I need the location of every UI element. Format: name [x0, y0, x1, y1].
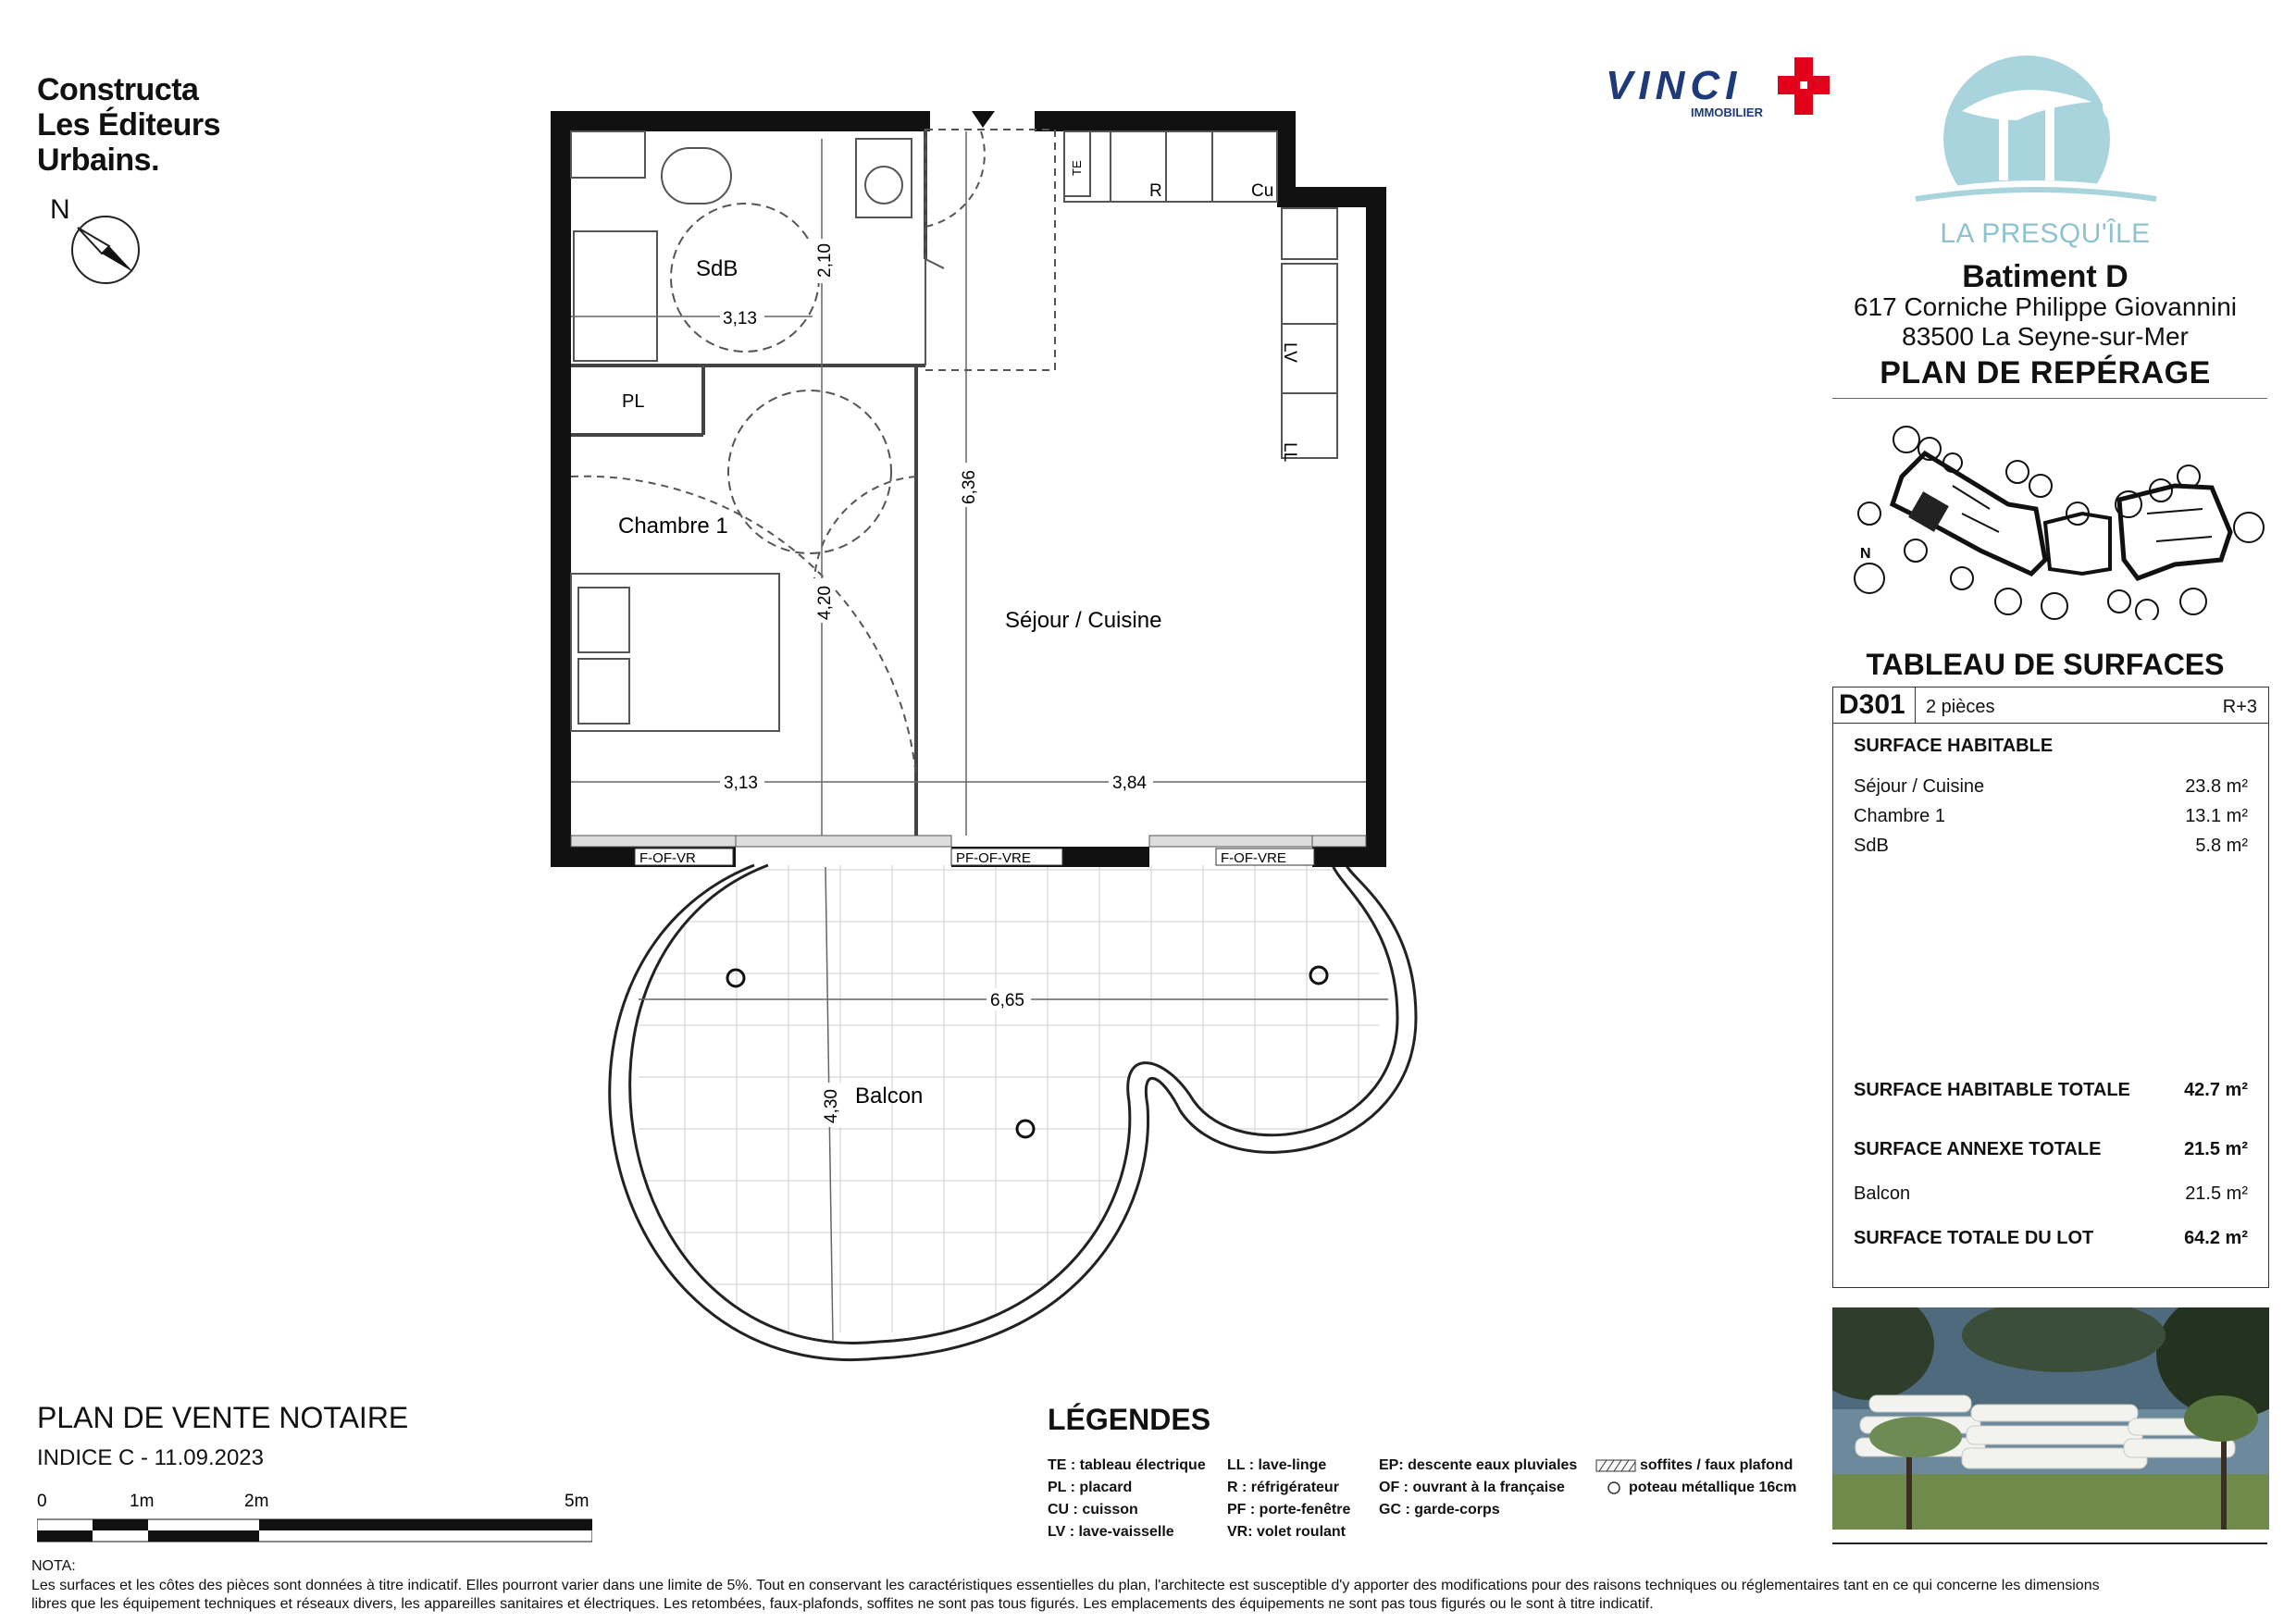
room-label-pl: PL	[622, 391, 645, 412]
svg-text:5m: 5m	[565, 1492, 590, 1511]
dim-balcon-width: 6,65	[990, 991, 1024, 1010]
plan-type-title: PLAN DE VENTE NOTAIRE	[37, 1401, 409, 1434]
svg-text:1m: 1m	[130, 1492, 155, 1511]
surface-table	[1832, 687, 2269, 1288]
habitable-total-row: SURFACE HABITABLE TOTALE 42.7 m²	[1854, 1080, 2248, 1100]
dim-sdb-height: 2,10	[815, 243, 835, 278]
table-row: SdB 5.8 m²	[1854, 836, 2248, 856]
legend-title: LÉGENDES	[1048, 1403, 1211, 1436]
interior-walls	[571, 130, 925, 836]
fixture-lv: LV	[1280, 342, 1299, 363]
room-label-balcon: Balcon	[855, 1084, 924, 1109]
nota-text: Les surfaces et les côtes des pièces sont données à titre indicatif. Elles pourront varier dans une limite de 5%. Tout en conservant les caractéristiques essentielles du plan, l'architecte est susceptible d'y apporter des modifications pour des raisons techniques ou réglementaires tant en ce qui concerne les dimensions libres que les équipement techniques et réseaux divers, les appareilles sanitaires et électriques. Les retombées, faux-plafonds, soffites ne sont pas tous figurés. Les emplacements des équipements ne sont pas tous figurés ou le sont à titre indicatif.	[31, 1578, 2100, 1612]
building-name: Batiment D	[1962, 259, 2128, 294]
lot-header	[1833, 688, 2268, 724]
svg-text:2m: 2m	[244, 1492, 269, 1511]
legend-item: poteau métallique 16cm	[1595, 1477, 1796, 1499]
surface-table-title: TABLEAU DE SURFACES	[1866, 648, 2225, 681]
project-name: LA PRESQU'ÎLE	[1940, 218, 2151, 249]
legend-column: TE : tableau électrique PL : placard CU : cuisson LV : lave-vaisselle	[1048, 1457, 1206, 1540]
lot-type: 2 pièces	[1926, 697, 1995, 717]
window-label-2: PF-OF-VRE	[956, 850, 1031, 866]
fixture-ll: LL	[1280, 442, 1299, 463]
lot-id: D301	[1839, 689, 1905, 720]
legend-column: LL : lave-linge R : réfrigérateur PF : porte-fenêtre VR: volet roulant	[1227, 1457, 1351, 1540]
dim-balcon-height: 4,30	[822, 1089, 841, 1123]
lot-total-row: SURFACE TOTALE DU LOT 64.2 m²	[1854, 1228, 2248, 1248]
dim-sejour-width: 3,84	[1112, 774, 1147, 793]
address: 617 Corniche Philippe Giovannini 83500 La Seyne-sur-Mer	[1853, 292, 2238, 351]
nota-title: NOTA:	[31, 1558, 76, 1574]
building-rendering-image	[1832, 1307, 2269, 1530]
scale-bar	[37, 1488, 592, 1543]
vinci-cross-icon	[1778, 57, 1830, 115]
dim-sejour-height: 6,36	[960, 470, 979, 504]
divider	[1832, 398, 2267, 399]
fixture-r: R	[1149, 181, 1162, 201]
pole-circle-icon	[1607, 1481, 1621, 1495]
window-label-3: F-OF-VRE	[1221, 850, 1286, 866]
key-plan	[1842, 421, 2267, 620]
fixture-te: TE	[1070, 160, 1084, 176]
vinci-logo: VINCI IMMOBILIER	[1606, 63, 1742, 109]
room-label-sejour: Séjour / Cuisine	[1005, 608, 1162, 633]
table-row: Chambre 1 13.1 m²	[1854, 806, 2248, 826]
presquile-logo	[1906, 56, 2166, 222]
plan-revision: INDICE C - 11.09.2023	[37, 1445, 265, 1470]
legend-column: EP: descente eaux pluviales OF : ouvrant à la française GC : garde-corps	[1379, 1457, 1578, 1518]
table-row: Balcon 21.5 m²	[1854, 1183, 2248, 1204]
legend-item: soffites / faux plafond	[1595, 1455, 1796, 1477]
annexe-total-row: SURFACE ANNEXE TOTALE 21.5 m²	[1854, 1139, 2248, 1159]
entrance-arrow-icon	[972, 111, 995, 128]
dim-chambre-width: 3,13	[724, 774, 758, 793]
lot-level: R+3	[2222, 697, 2257, 717]
legend-column	[1595, 1455, 1796, 1499]
room-label-sdb: SdB	[696, 256, 738, 281]
constructa-logo: Constructa Les Éditeurs Urbains.	[37, 72, 221, 178]
svg-text:0: 0	[37, 1492, 47, 1511]
table-row: Séjour / Cuisine 23.8 m²	[1854, 776, 2248, 797]
plan-title: PLAN DE REPÉRAGE	[1880, 355, 2211, 390]
dim-chambre-height: 4,20	[815, 586, 835, 620]
window-label-1: F-OF-VR	[639, 850, 696, 866]
room-label-chambre: Chambre 1	[618, 514, 728, 539]
divider	[1832, 1542, 2267, 1544]
habitable-header: SURFACE HABITABLE	[1854, 736, 2054, 756]
dim-sdb-width: 3,13	[723, 309, 757, 328]
hatch-icon	[1595, 1459, 1636, 1472]
fixture-cu: Cu	[1251, 181, 1274, 201]
keyplan-north: N	[1860, 546, 1871, 562]
north-label: N	[50, 194, 70, 225]
